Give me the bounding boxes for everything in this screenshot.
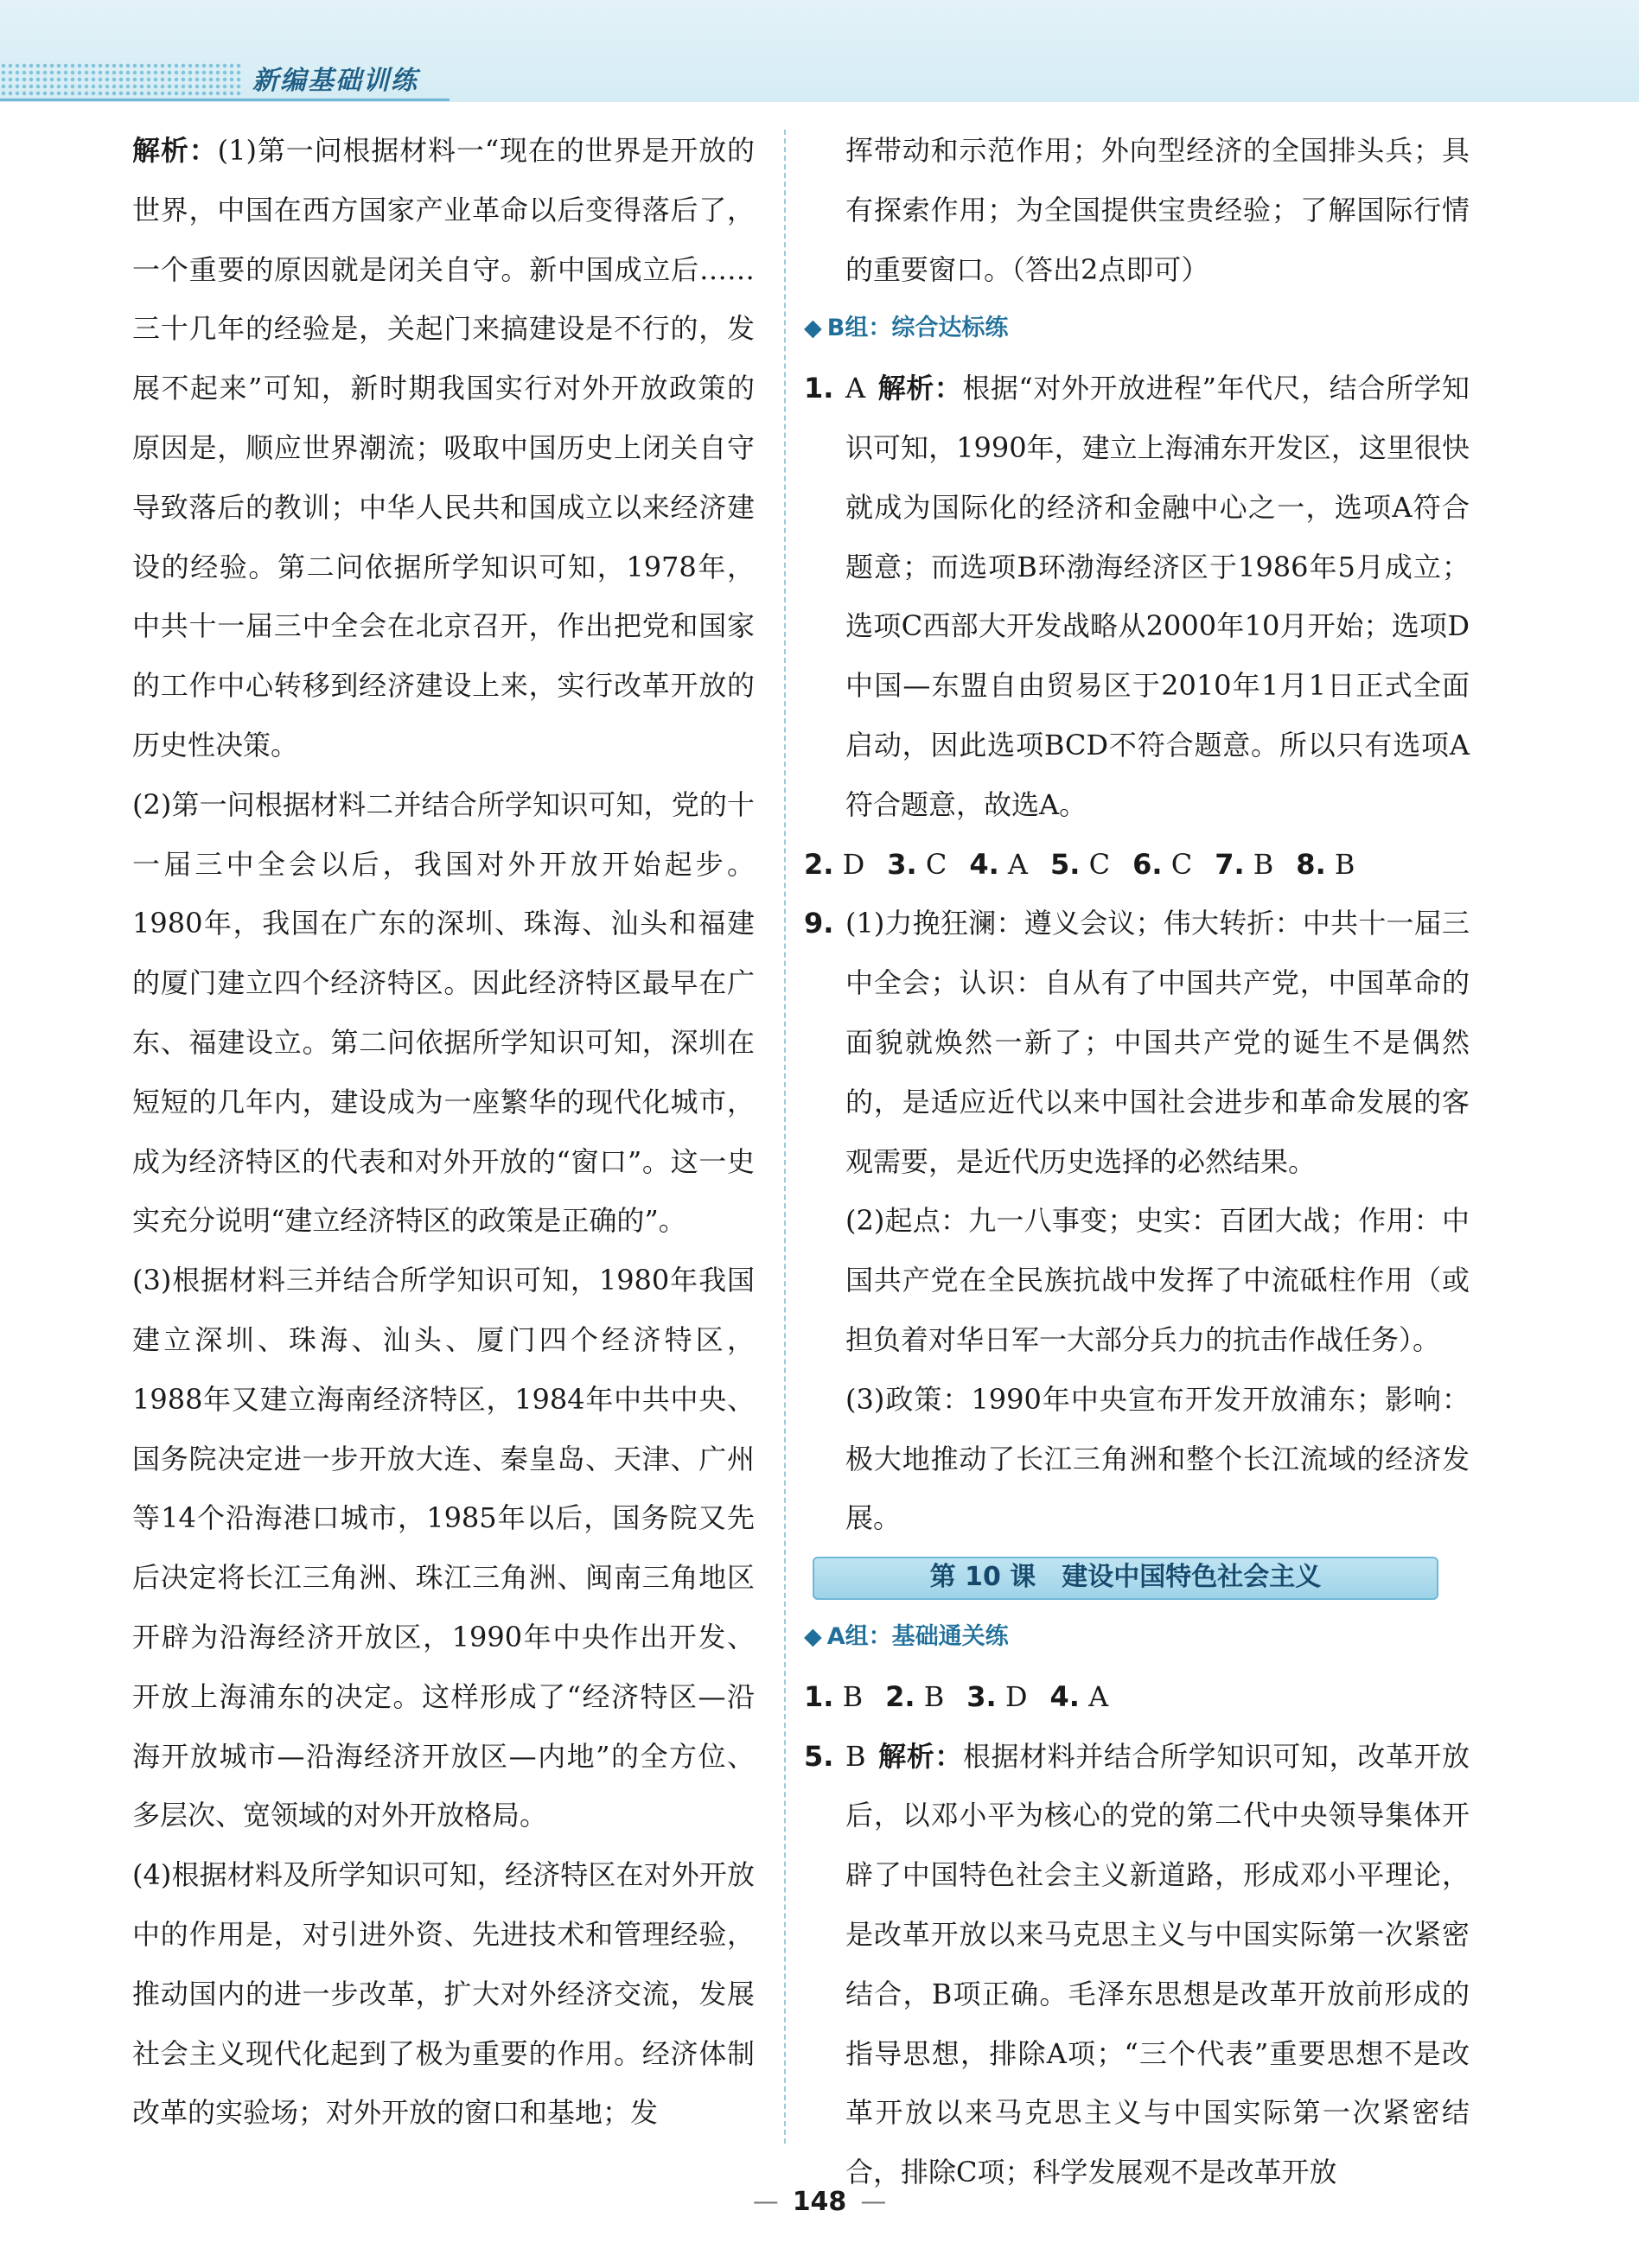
answer-part-1: (1)力挽狂澜：遵义会议；伟大转折：中共十一届三中全会；认识：自从有了中国共产党，中国革命的面貌就焕然一新了；中国共产党的诞生不是偶然的，是适应近代以来中国社会进步和革命发展的客观需要，是近代历史选择的必然结果。: [845, 907, 1470, 1178]
diamond-icon: ◆: [804, 315, 822, 342]
diamond-icon: ◆: [804, 1622, 822, 1650]
answer-choice: B: [845, 1739, 866, 1773]
answer-row-a: [804, 1667, 1470, 1727]
analysis-paragraph-1: 解析：(1)第一问根据材料一“现在的世界是开放的世界，中国在西方国家产业革命以后变得落后了，一个重要的原因就是闭关自守。新中国成立后……三十几年的经验是，关起门来搞建设是不行的，发展不起来”可知，新时期我国实行对外开放政策的原因是，顺应世界潮流；吸取中国历史上闭关自守导致落后的教训；中华人民共和国成立以来经济建设的经验。第二问依据所学知识可知，1978年，中共十一届三中全会在北京召开，作出把党和国家的工作中心转移到经济建设上来，实行改革开放的历史性决策。: [132, 134, 755, 761]
analysis-paragraph-3: (3)根据材料三并结合所学知识可知，1980年我国建立深圳、珠海、汕头、厦门四个经济特区，1988年又建立海南经济特区，1984年中共中央、国务院决定进一步开放大连、秦皇岛、天津、广州等14个沿海港口城市，1985年以后，国务院又先后决定将长江三角洲、珠江三角洲、闽南三角地区开辟为沿海经济开放区，1990年中央作出开发、开放上海浦东的决定。这样形成了“经济特区—沿海开放城市—沿海经济开放区—内地”的全方位、多层次、宽领域的对外开放格局。: [132, 1264, 755, 1832]
answer-item: 2. D: [804, 847, 865, 881]
column-divider: [784, 130, 786, 2144]
analysis-label: 解析：: [877, 1739, 963, 1773]
question-item-5: [804, 1727, 1470, 2202]
answer-item: 5. C: [1050, 847, 1111, 881]
header-rule: [0, 99, 450, 101]
question-number: 5.: [804, 1739, 834, 1773]
answer-item: 6. C: [1132, 847, 1193, 881]
page-number: — 148 —: [752, 2187, 887, 2217]
answer-item: 4. A: [969, 847, 1029, 881]
answer-part-3: (3)政策：1990年中央宣布开发开放浦东；影响：极大地推动了长江三角洲和整个长江流域的经济发展。: [845, 1382, 1470, 1535]
question-item-1: [804, 359, 1470, 834]
lesson-banner: [804, 1548, 1470, 1608]
section-heading-group-a: ◆ A组：基础通关练: [804, 1622, 1009, 1650]
answer-item: 3. C: [887, 847, 947, 881]
continued-paragraph: 挥带动和示范作用；外向型经济的全国排头兵；具有探索作用；为全国提供宝贵经验；了解国际行情的重要窗口。（答出2点即可）: [845, 134, 1470, 286]
answer-item: 2. B: [885, 1679, 945, 1713]
answer-item: 7. B: [1215, 847, 1274, 881]
header-band: [0, 0, 1639, 102]
section-heading-group-b: ◆ B组：综合达标练: [804, 315, 1009, 342]
question-item-9: [804, 894, 1470, 1548]
left-column: [132, 121, 755, 2143]
analysis-label: 解析：: [132, 134, 218, 167]
question-number: 1.: [804, 372, 834, 405]
lesson-title: 第 10 课 建设中国特色社会主义: [813, 1557, 1438, 1600]
answer-item: 1. B: [804, 1679, 864, 1713]
analysis-paragraph-2: (2)第一问根据材料二并结合所学知识可知，党的十一届三中全会以后，我国对外开放开始起步。1980年，我国在广东的深圳、珠海、汕头和福建的厦门建立四个经济特区。因此经济特区最早在广东、福建设立。第二问依据所学知识可知，深圳在短短的几年内，建设成为一座繁华的现代化城市，成为经济特区的代表和对外开放的“窗口”。这一史实充分说明“建立经济特区的政策是正确的”。: [132, 787, 755, 1238]
book-series-title: 新编基础训练: [252, 66, 418, 96]
analysis-text: 根据材料并结合所学知识可知，改革开放后，以邓小平为核心的党的第二代中央领导集体开辟了中国特色社会主义新道路，形成邓小平理论，是改革开放以来马克思主义与中国实际第一次紧密结合，B项正确。毛泽东思想是改革开放前形成的指导思想，排除A项；“三个代表”重要思想不是改革开放以来马克思主义与中国实际第一次紧密结合，排除C项；科学发展观不是改革开放: [845, 1739, 1470, 2189]
right-column: [804, 121, 1470, 2202]
answer-part-2: (2)起点：九一八事变；史实：百团大战；作用：中国共产党在全民族抗战中发挥了中流砥柱作用（或担负着对华日军一大部分兵力的抗击作战任务）。: [845, 1204, 1470, 1356]
answer-item: 8. B: [1296, 847, 1355, 881]
answer-item: 4. A: [1049, 1679, 1109, 1713]
question-number: 9.: [804, 907, 834, 940]
answer-item: 3. D: [966, 1679, 1028, 1713]
header-dot-pattern: [0, 62, 242, 97]
analysis-paragraph-4: (4)根据材料及所学知识可知，经济特区在对外开放中的作用是，对引进外资、先进技术和管理经验，推动国内的进一步改革，扩大对外经济交流，发展社会主义现代化起到了极为重要的作用。经济体制改革的实验场；对外开放的窗口和基地；发: [132, 1858, 755, 2130]
analysis-text: 根据“对外开放进程”年代尺，结合所学知识可知，1990年，建立上海浦东开发区，这里很快就成为国际化的经济和金融中心之一，选项A符合题意；而选项B环渤海经济区于1986年5月成立；选项C西部大开发战略从2000年10月开始；选项D中国—东盟自由贸易区于2010年1月1日正式全面启动，因此选项BCD不符合题意。所以只有选项A符合题意，故选A。: [845, 372, 1470, 821]
answer-row-b: [804, 835, 1470, 895]
analysis-label: 解析：: [877, 372, 963, 405]
answer-choice: A: [845, 372, 866, 405]
